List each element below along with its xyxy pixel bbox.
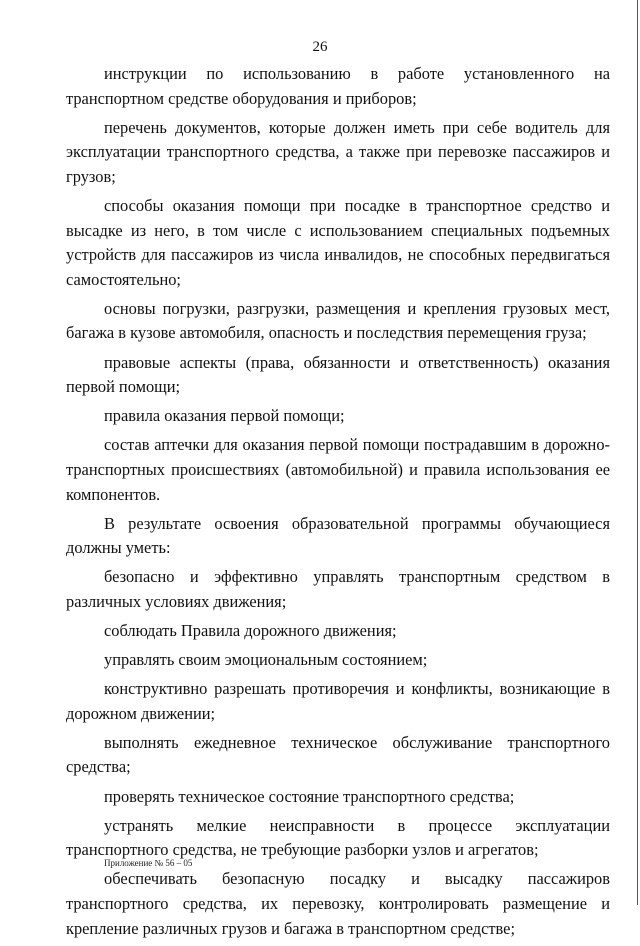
paragraph-conflicts: конструктивно разрешать противоречия и конфликты, возникающие в дорожном движении;	[66, 679, 610, 723]
page-number: 26	[312, 39, 328, 55]
paragraph-drive-safely: безопасно и эффективно управлять транспортным средством в различных условиях движения;	[66, 567, 610, 611]
paragraph-loading-basics: основы погрузки, разгрузки, размещения и крепления грузовых мест, багажа в кузове автомобиля, опасность и последствия перемещения груза;	[66, 298, 610, 343]
paragraph-legal-aspects: правовые аспекты (права, обязанности и ответственность) оказания первой помощи;	[66, 352, 610, 397]
paragraph-minor-repairs: устранять мелкие неисправности в процессе эксплуатации транспортного средства, не требующие разборки узлов и агрегатов;	[66, 815, 610, 860]
paragraph-first-aid-kit: состав аптечки для оказания первой помощи пострадавшим в дорожно-транспортных происшествиях (автомобильной) и правила использования ее компонентов.	[66, 435, 610, 504]
paragraph-boarding-help: способы оказания помощи при посадке в транспортное средство и высадке из него, в том числе с использованием специальных подъемных устройств для пассажиров из числа инвалидов, не способных передвигаться самостоятельно;	[66, 195, 610, 289]
paragraph-daily-maintenance: выполнять ежедневное техническое обслуживание транспортного средства;	[66, 732, 610, 777]
paragraph-technical-check: проверять техническое состояние транспортного средства;	[104, 786, 515, 806]
paragraph-instructions: инструкции по использованию в работе установленного на транспортном средстве оборудования и приборов;	[66, 64, 610, 108]
paragraph-traffic-rules: соблюдать Правила дорожного движения;	[104, 620, 397, 640]
paragraph-emotional-state: управлять своим эмоциональным состоянием;	[104, 650, 428, 670]
footer-appendix-note: Приложение № 56 – 05	[104, 858, 193, 868]
paragraph-documents-list: перечень документов, которые должен иметь при себе водитель для эксплуатации транспортного средства, а также при перевозке пассажиров и грузов;	[66, 117, 610, 186]
paragraph-learning-outcomes: В результате освоения образовательной программы обучающиеся должны уметь:	[66, 513, 610, 558]
paragraph-first-aid-rules: правила оказания первой помощи;	[104, 406, 345, 426]
body-text	[66, 62, 610, 946]
page-edge	[637, 0, 638, 905]
paragraph-passenger-safety: обеспечивать безопасную посадку и высадку пассажиров транспортного средства, их перевозку, контролировать размещение и крепление различных грузов и багажа в транспортном средстве;	[66, 869, 610, 938]
